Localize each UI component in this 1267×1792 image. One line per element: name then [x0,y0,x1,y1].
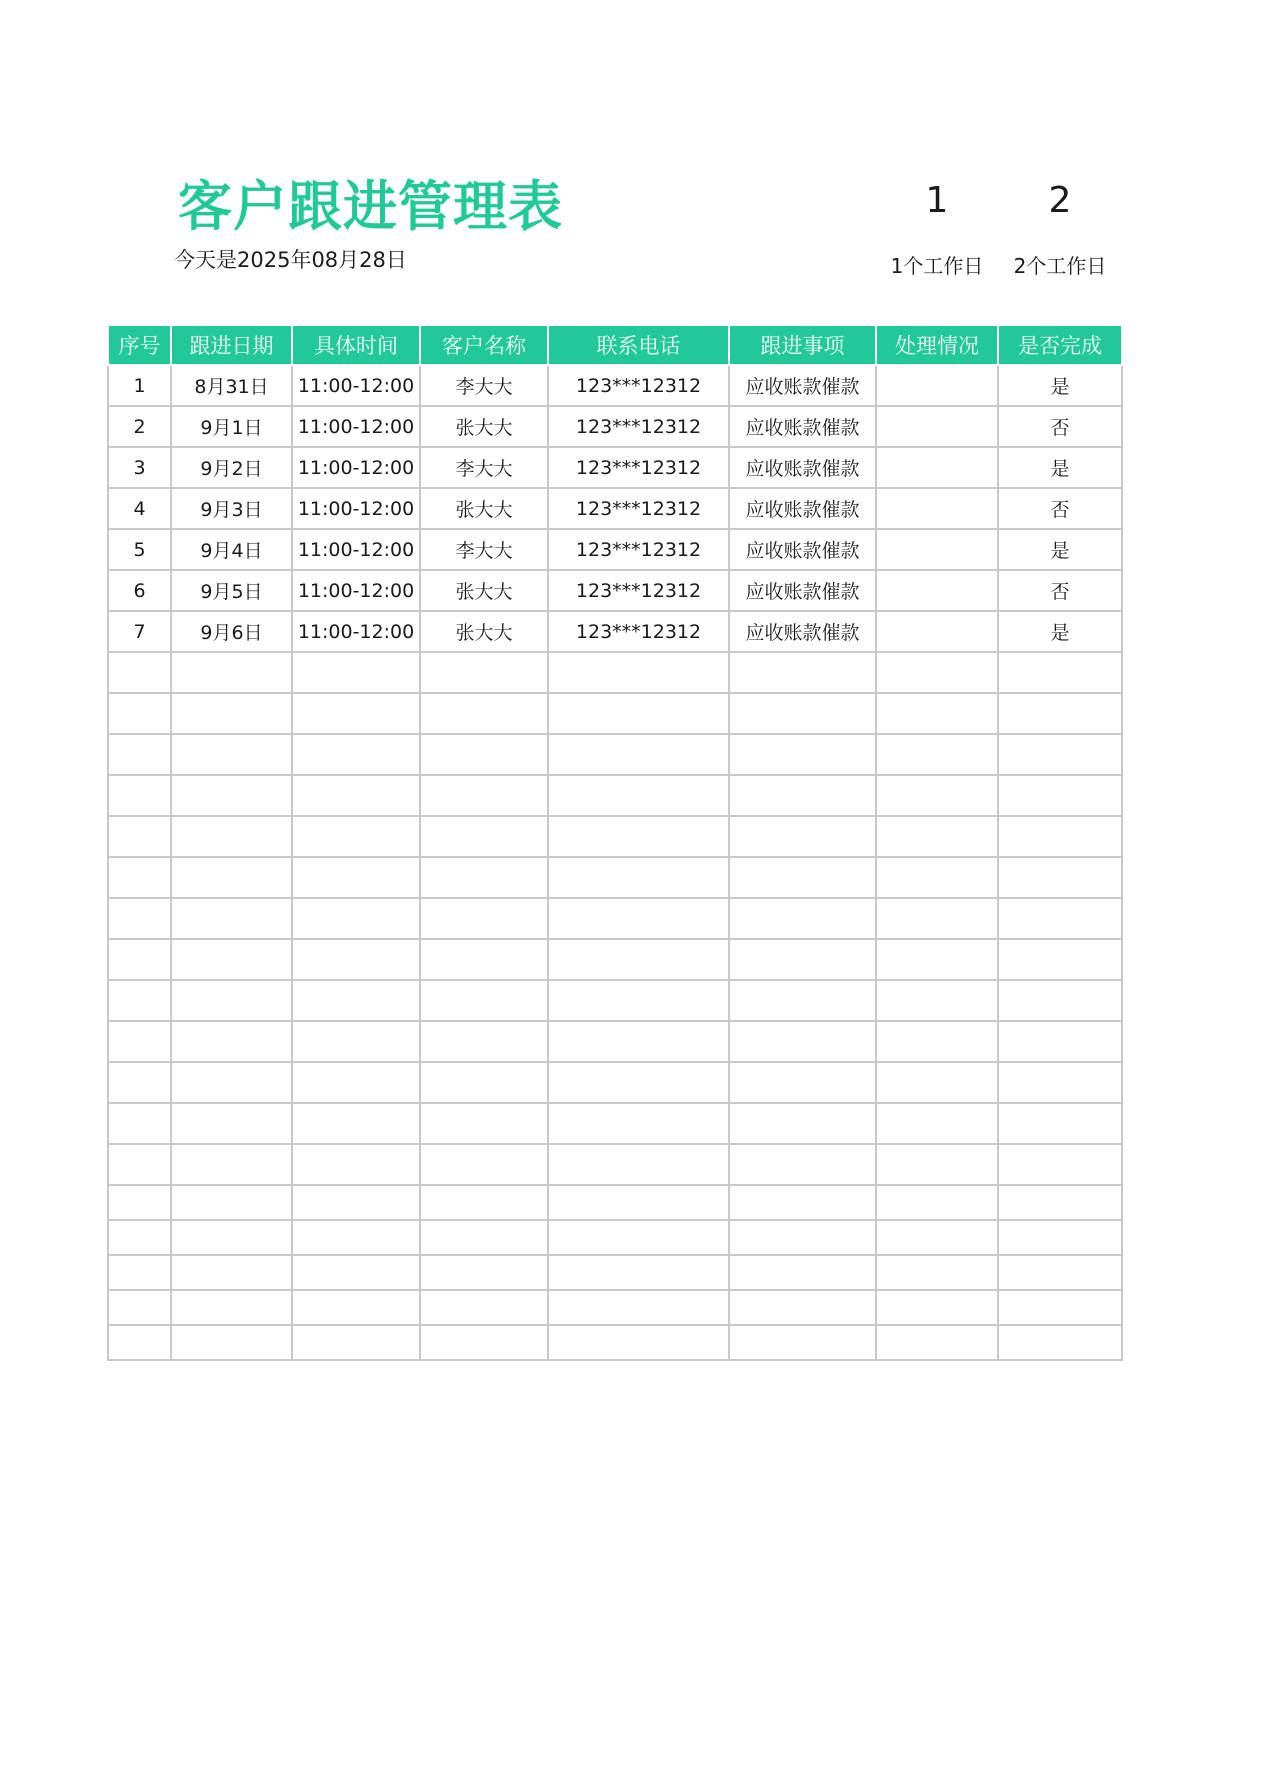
empty-cell-phone[interactable] [548,939,729,980]
cell-handling[interactable] [876,611,998,652]
empty-cell-handling[interactable] [876,652,998,693]
empty-cell-date[interactable] [171,898,292,939]
header-cell-item: 跟进事项 [729,325,876,365]
empty-cell-done[interactable] [998,1062,1122,1103]
table-row [108,365,1122,406]
empty-table-row [108,939,1122,980]
empty-table-row [108,1103,1122,1144]
empty-cell-index[interactable] [108,898,171,939]
header-cell-time: 具体时间 [292,325,420,365]
empty-cell-phone[interactable] [548,775,729,816]
empty-cell-phone[interactable] [548,1062,729,1103]
empty-cell-customer[interactable] [420,980,548,1021]
empty-cell-handling[interactable] [876,775,998,816]
empty-cell-time[interactable] [292,652,420,693]
cell-done[interactable]: 否 [998,406,1122,447]
empty-cell-done[interactable] [998,1144,1122,1185]
empty-cell-customer[interactable] [420,1185,548,1220]
empty-cell-item[interactable] [729,734,876,775]
table-row [108,406,1122,447]
empty-cell-handling[interactable] [876,939,998,980]
empty-cell-done[interactable] [998,693,1122,734]
empty-cell-customer[interactable] [420,816,548,857]
empty-cell-handling[interactable] [876,1290,998,1325]
empty-cell-time[interactable] [292,1062,420,1103]
empty-cell-done[interactable] [998,734,1122,775]
empty-cell-handling[interactable] [876,734,998,775]
counter-value-1: 1 [925,180,949,221]
empty-cell-customer[interactable] [420,1255,548,1290]
empty-cell-index[interactable] [108,1185,171,1220]
empty-cell-done[interactable] [998,816,1122,857]
cell-phone[interactable]: 123***12312 [548,406,729,447]
cell-date[interactable]: 9月1日 [171,406,292,447]
empty-cell-date[interactable] [171,1325,292,1360]
empty-cell-handling[interactable] [876,898,998,939]
empty-cell-item[interactable] [729,652,876,693]
empty-cell-time[interactable] [292,1021,420,1062]
cell-time[interactable]: 11:00-12:00 [292,529,420,570]
empty-cell-item[interactable] [729,857,876,898]
empty-cell-item[interactable] [729,693,876,734]
cell-index[interactable]: 1 [108,365,171,406]
empty-cell-date[interactable] [171,693,292,734]
header-cell-customer: 客户名称 [420,325,548,365]
empty-table-row [108,1062,1122,1103]
cell-handling[interactable] [876,365,998,406]
empty-cell-index[interactable] [108,693,171,734]
cell-index[interactable]: 2 [108,406,171,447]
empty-cell-customer[interactable] [420,652,548,693]
empty-cell-item[interactable] [729,1220,876,1255]
empty-cell-time[interactable] [292,1103,420,1144]
empty-cell-customer[interactable] [420,1021,548,1062]
empty-cell-index[interactable] [108,1255,171,1290]
empty-cell-phone[interactable] [548,652,729,693]
cell-time[interactable]: 11:00-12:00 [292,611,420,652]
empty-cell-index[interactable] [108,939,171,980]
cell-phone[interactable]: 123***12312 [548,529,729,570]
empty-cell-index[interactable] [108,775,171,816]
cell-customer[interactable]: 张大大 [420,611,548,652]
table-row [108,529,1122,570]
empty-cell-index[interactable] [108,1290,171,1325]
empty-cell-time[interactable] [292,939,420,980]
empty-cell-date[interactable] [171,652,292,693]
empty-cell-index[interactable] [108,652,171,693]
empty-table-row [108,1185,1122,1220]
empty-cell-customer[interactable] [420,1220,548,1255]
empty-cell-phone[interactable] [548,1325,729,1360]
empty-cell-done[interactable] [998,652,1122,693]
empty-table-row [108,1325,1122,1360]
empty-cell-date[interactable] [171,734,292,775]
empty-table-row [108,1021,1122,1062]
empty-cell-phone[interactable] [548,734,729,775]
cell-customer[interactable]: 张大大 [420,570,548,611]
empty-cell-customer[interactable] [420,734,548,775]
cell-done[interactable]: 否 [998,488,1122,529]
empty-cell-handling[interactable] [876,857,998,898]
header-cell-phone: 联系电话 [548,325,729,365]
cell-handling[interactable] [876,488,998,529]
empty-cell-customer[interactable] [420,693,548,734]
empty-cell-handling[interactable] [876,980,998,1021]
empty-cell-index[interactable] [108,857,171,898]
table-header-row [108,325,1122,365]
empty-cell-time[interactable] [292,734,420,775]
empty-cell-time[interactable] [292,857,420,898]
empty-cell-phone[interactable] [548,980,729,1021]
empty-cell-done[interactable] [998,939,1122,980]
empty-table-row [108,775,1122,816]
cell-date[interactable]: 9月3日 [171,488,292,529]
empty-cell-index[interactable] [108,734,171,775]
empty-table-row [108,816,1122,857]
cell-time[interactable]: 11:00-12:00 [292,570,420,611]
empty-cell-item[interactable] [729,1290,876,1325]
empty-cell-item[interactable] [729,1185,876,1220]
empty-cell-date[interactable] [171,1255,292,1290]
empty-cell-handling[interactable] [876,1021,998,1062]
counter-label-2: 2个工作日 [1013,254,1107,278]
cell-date[interactable]: 8月31日 [171,365,292,406]
empty-table-row [108,693,1122,734]
empty-table-row [108,1144,1122,1185]
empty-cell-date[interactable] [171,857,292,898]
empty-cell-index[interactable] [108,1220,171,1255]
cell-handling[interactable] [876,529,998,570]
cell-time[interactable]: 11:00-12:00 [292,447,420,488]
cell-date[interactable]: 9月4日 [171,529,292,570]
empty-cell-done[interactable] [998,1103,1122,1144]
cell-phone[interactable]: 123***12312 [548,611,729,652]
cell-handling[interactable] [876,570,998,611]
empty-cell-item[interactable] [729,1062,876,1103]
cell-done[interactable]: 是 [998,365,1122,406]
empty-cell-item[interactable] [729,980,876,1021]
cell-item[interactable]: 应收账款催款 [729,406,876,447]
empty-cell-handling[interactable] [876,1325,998,1360]
empty-cell-phone[interactable] [548,1021,729,1062]
cell-customer[interactable]: 张大大 [420,406,548,447]
cell-index[interactable]: 7 [108,611,171,652]
empty-cell-time[interactable] [292,980,420,1021]
empty-cell-done[interactable] [998,1255,1122,1290]
cell-phone[interactable]: 123***12312 [548,447,729,488]
cell-customer[interactable]: 张大大 [420,488,548,529]
cell-done[interactable]: 是 [998,447,1122,488]
cell-item[interactable]: 应收账款催款 [729,611,876,652]
empty-cell-date[interactable] [171,1220,292,1255]
cell-date[interactable]: 9月5日 [171,570,292,611]
empty-cell-date[interactable] [171,1103,292,1144]
empty-cell-index[interactable] [108,1021,171,1062]
empty-cell-phone[interactable] [548,1144,729,1185]
empty-cell-index[interactable] [108,1325,171,1360]
cell-done[interactable]: 是 [998,529,1122,570]
empty-cell-time[interactable] [292,816,420,857]
empty-cell-item[interactable] [729,1103,876,1144]
empty-cell-time[interactable] [292,1255,420,1290]
empty-cell-customer[interactable] [420,857,548,898]
empty-cell-index[interactable] [108,1144,171,1185]
empty-cell-handling[interactable] [876,1103,998,1144]
header-cell-date: 跟进日期 [171,325,292,365]
empty-cell-done[interactable] [998,898,1122,939]
empty-cell-time[interactable] [292,1185,420,1220]
empty-cell-phone[interactable] [548,693,729,734]
cell-index[interactable]: 6 [108,570,171,611]
cell-time[interactable]: 11:00-12:00 [292,365,420,406]
table-row [108,611,1122,652]
header-cell-done: 是否完成 [998,325,1122,365]
cell-item[interactable]: 应收账款催款 [729,488,876,529]
empty-cell-customer[interactable] [420,1325,548,1360]
cell-phone[interactable]: 123***12312 [548,570,729,611]
counter-label-1: 1个工作日 [890,254,984,278]
empty-cell-phone[interactable] [548,898,729,939]
empty-cell-time[interactable] [292,898,420,939]
cell-customer[interactable]: 李大大 [420,365,548,406]
empty-cell-time[interactable] [292,1290,420,1325]
empty-cell-date[interactable] [171,1021,292,1062]
header-cell-handling: 处理情况 [876,325,998,365]
empty-cell-item[interactable] [729,816,876,857]
empty-cell-customer[interactable] [420,1062,548,1103]
cell-item[interactable]: 应收账款催款 [729,365,876,406]
empty-cell-item[interactable] [729,1325,876,1360]
empty-cell-customer[interactable] [420,939,548,980]
cell-item[interactable]: 应收账款催款 [729,447,876,488]
cell-phone[interactable]: 123***12312 [548,488,729,529]
empty-cell-date[interactable] [171,775,292,816]
empty-cell-index[interactable] [108,1062,171,1103]
cell-phone[interactable]: 123***12312 [548,365,729,406]
empty-cell-item[interactable] [729,939,876,980]
empty-cell-phone[interactable] [548,1103,729,1144]
empty-cell-customer[interactable] [420,775,548,816]
empty-cell-item[interactable] [729,898,876,939]
empty-cell-item[interactable] [729,1021,876,1062]
empty-cell-done[interactable] [998,1290,1122,1325]
empty-cell-index[interactable] [108,980,171,1021]
table-row [108,447,1122,488]
empty-cell-done[interactable] [998,980,1122,1021]
empty-cell-date[interactable] [171,980,292,1021]
cell-handling[interactable] [876,447,998,488]
empty-cell-phone[interactable] [548,816,729,857]
empty-cell-date[interactable] [171,1290,292,1325]
cell-item[interactable]: 应收账款催款 [729,529,876,570]
empty-cell-time[interactable] [292,1144,420,1185]
empty-cell-date[interactable] [171,816,292,857]
empty-cell-phone[interactable] [548,1185,729,1220]
empty-cell-phone[interactable] [548,857,729,898]
empty-cell-customer[interactable] [420,1290,548,1325]
empty-table-row [108,734,1122,775]
empty-cell-done[interactable] [998,775,1122,816]
empty-cell-done[interactable] [998,1325,1122,1360]
cell-item[interactable]: 应收账款催款 [729,570,876,611]
empty-cell-time[interactable] [292,1220,420,1255]
follow-up-table [107,324,1123,1361]
empty-cell-item[interactable] [729,1144,876,1185]
cell-customer[interactable]: 李大大 [420,447,548,488]
empty-table-row [108,898,1122,939]
empty-cell-item[interactable] [729,775,876,816]
empty-cell-handling[interactable] [876,1255,998,1290]
empty-cell-done[interactable] [998,1185,1122,1220]
cell-date[interactable]: 9月6日 [171,611,292,652]
empty-cell-date[interactable] [171,1185,292,1220]
empty-cell-customer[interactable] [420,898,548,939]
empty-cell-time[interactable] [292,1325,420,1360]
counter-value-2: 2 [1048,180,1072,221]
empty-cell-time[interactable] [292,693,420,734]
empty-cell-handling[interactable] [876,816,998,857]
empty-cell-date[interactable] [171,1144,292,1185]
empty-cell-handling[interactable] [876,1185,998,1220]
cell-index[interactable]: 3 [108,447,171,488]
cell-time[interactable]: 11:00-12:00 [292,406,420,447]
table-row [108,488,1122,529]
cell-index[interactable]: 5 [108,529,171,570]
empty-cell-handling[interactable] [876,693,998,734]
cell-handling[interactable] [876,406,998,447]
empty-cell-time[interactable] [292,775,420,816]
header-cell-index: 序号 [108,325,171,365]
empty-table-row [108,1255,1122,1290]
empty-cell-customer[interactable] [420,1144,548,1185]
empty-cell-index[interactable] [108,1103,171,1144]
empty-table-row [108,1290,1122,1325]
empty-cell-date[interactable] [171,1062,292,1103]
empty-cell-phone[interactable] [548,1220,729,1255]
cell-customer[interactable]: 李大大 [420,529,548,570]
cell-index[interactable]: 4 [108,488,171,529]
empty-cell-index[interactable] [108,816,171,857]
empty-cell-customer[interactable] [420,1103,548,1144]
empty-cell-done[interactable] [998,1220,1122,1255]
cell-time[interactable]: 11:00-12:00 [292,488,420,529]
table-row [108,570,1122,611]
page-title: 客户跟进管理表 [178,175,563,238]
empty-cell-handling[interactable] [876,1144,998,1185]
cell-done[interactable]: 是 [998,611,1122,652]
empty-cell-date[interactable] [171,939,292,980]
empty-table-row [108,1220,1122,1255]
empty-cell-phone[interactable] [548,1255,729,1290]
table-body [108,365,1122,1360]
empty-cell-handling[interactable] [876,1220,998,1255]
cell-date[interactable]: 9月2日 [171,447,292,488]
empty-cell-item[interactable] [729,1255,876,1290]
cell-done[interactable]: 否 [998,570,1122,611]
empty-table-row [108,980,1122,1021]
today-date-text: 今天是2025年08月28日 [174,248,407,272]
empty-table-row [108,857,1122,898]
empty-cell-done[interactable] [998,1021,1122,1062]
empty-cell-handling[interactable] [876,1062,998,1103]
empty-table-row [108,652,1122,693]
empty-cell-phone[interactable] [548,1290,729,1325]
empty-cell-done[interactable] [998,857,1122,898]
